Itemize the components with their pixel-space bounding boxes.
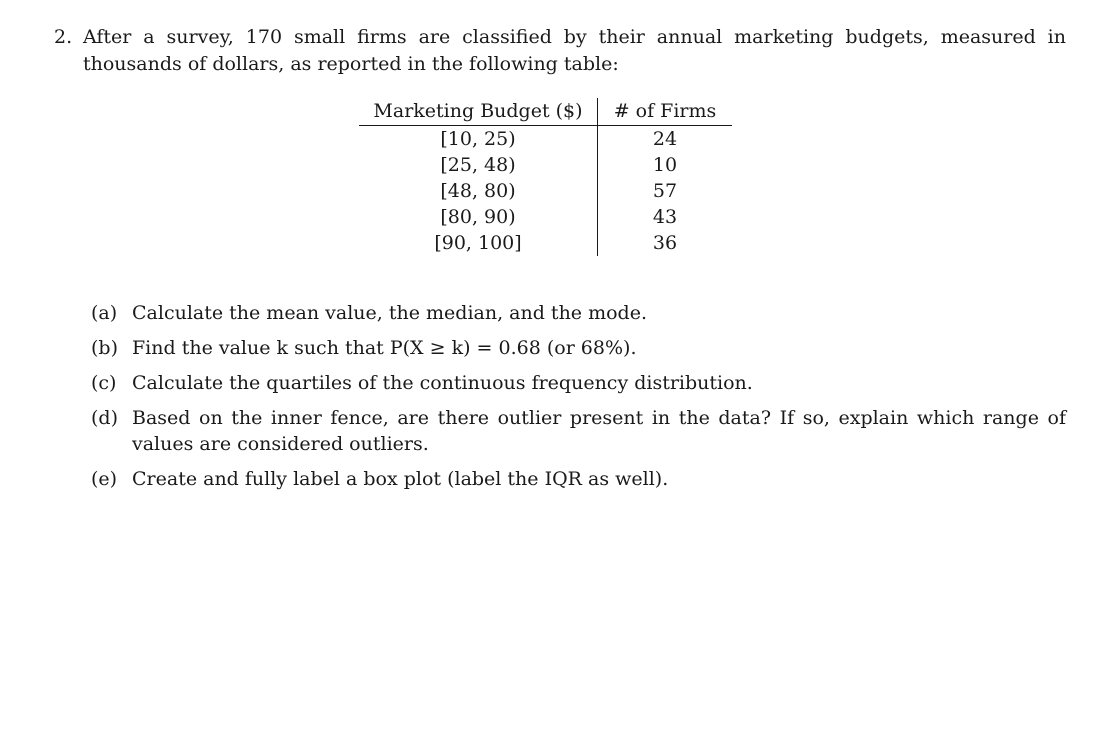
- part-label: (c): [91, 372, 117, 394]
- problem-intro: After a survey, 170 small firms are classified by their annual marketing budgets, measured in thousands of dollars, as reported in the following table:: [83, 26, 1066, 75]
- firm-count-cell: 43: [652, 206, 678, 228]
- firm-count-cell: 36: [652, 232, 678, 254]
- header-num-firms: # of Firms: [598, 98, 733, 126]
- table-row: [359, 230, 732, 256]
- firm-count-cell: 57: [652, 180, 678, 202]
- table-row: [359, 152, 732, 178]
- part-e: [91, 466, 1066, 492]
- budget-range-cell: [10, 25): [359, 126, 598, 153]
- budget-range-cell: [25, 48): [359, 152, 598, 178]
- budget-table-wrapper: [359, 98, 732, 256]
- firm-count-cell: 24: [652, 128, 678, 150]
- table-header-row: [359, 98, 732, 126]
- part-a: [91, 300, 1066, 326]
- part-text: Create and fully label a box plot (label the IQR as well).: [132, 468, 669, 490]
- part-text: Based on the inner fence, are there outlier present in the data? If so, explain which range of values are considered outliers.: [132, 407, 1066, 455]
- part-label: (b): [91, 337, 118, 359]
- part-text: Calculate the mean value, the median, and the mode.: [132, 302, 647, 324]
- budget-table: [359, 98, 732, 256]
- question-parts: [91, 300, 1066, 501]
- part-d: [91, 405, 1066, 457]
- part-label: (d): [91, 407, 118, 429]
- budget-range-cell: [48, 80): [359, 178, 598, 204]
- table-row: [359, 178, 732, 204]
- problem-number: 2.: [54, 26, 73, 48]
- firm-count-cell: 10: [652, 154, 678, 176]
- header-marketing-budget: Marketing Budget ($): [359, 98, 598, 126]
- part-label: (a): [91, 302, 118, 324]
- part-text: Find the value k such that P(X ≥ k) = 0.68 (or 68%).: [132, 337, 637, 359]
- part-label: (e): [91, 468, 118, 490]
- budget-range-cell: [80, 90): [359, 204, 598, 230]
- problem-header: [54, 24, 1066, 78]
- budget-range-cell: [90, 100]: [359, 230, 598, 256]
- part-c: [91, 370, 1066, 396]
- problem-statement: [54, 24, 1066, 78]
- part-b: [91, 335, 1066, 361]
- table-row: [359, 126, 732, 153]
- part-text: Calculate the quartiles of the continuous frequency distribution.: [132, 372, 753, 394]
- table-row: [359, 204, 732, 230]
